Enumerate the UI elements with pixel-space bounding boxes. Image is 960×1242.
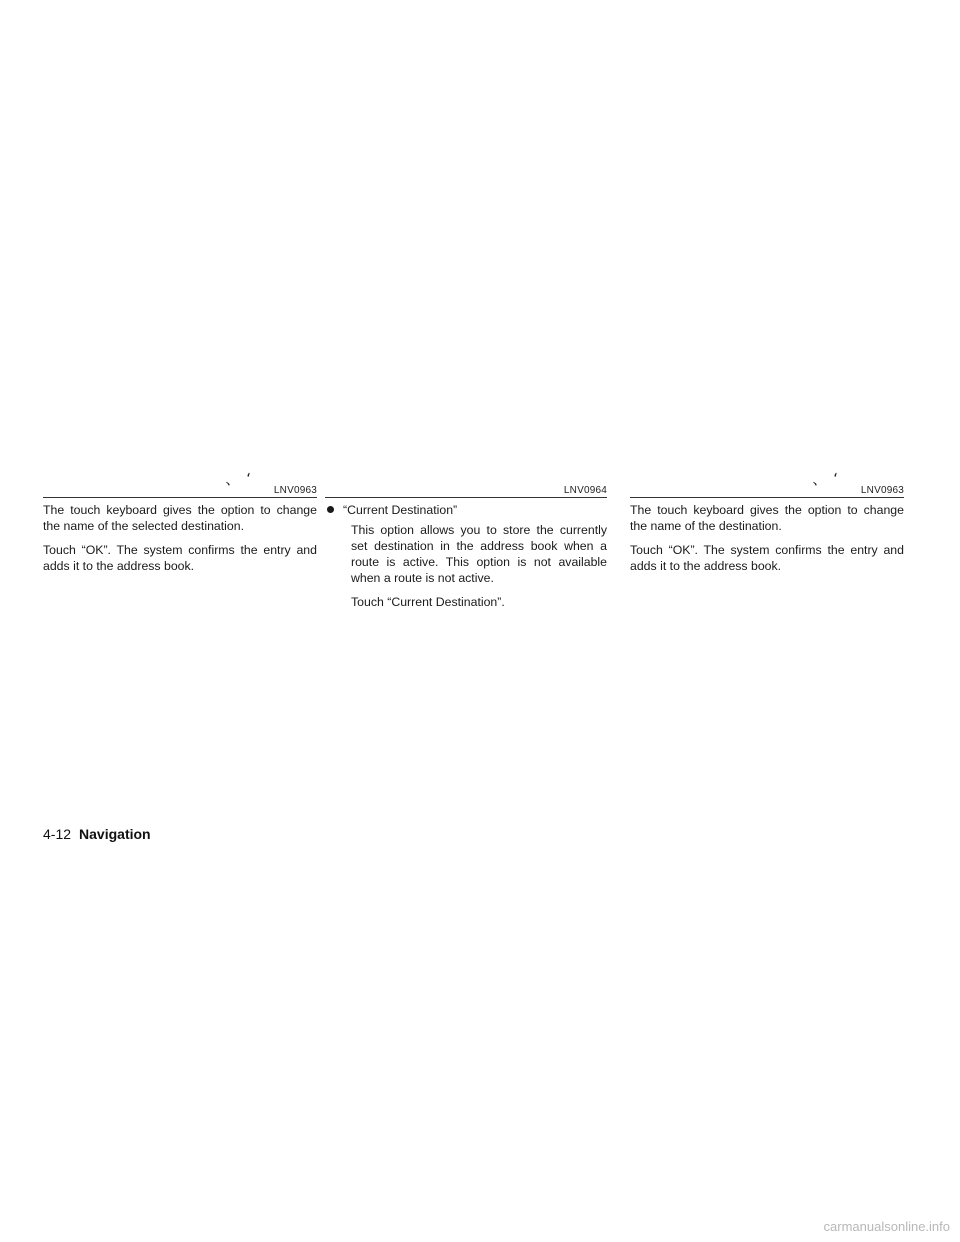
figure-divider (325, 497, 607, 498)
paragraph: Touch “Current Destination”. (351, 595, 505, 609)
bullet-item-current-destination (325, 502, 607, 518)
column-middle (325, 462, 607, 618)
page-footer (43, 826, 151, 842)
bullet-title: “Current Destination” (343, 503, 458, 517)
figure-lnv0963-left (43, 462, 317, 498)
section-title: Navigation (79, 826, 151, 842)
figure-code: LNV0964 (563, 485, 607, 496)
paragraph: This option allows you to store the currently set destination in the address book when a route is active. This option is not available when a route is not active. (351, 523, 607, 585)
figure-code: LNV0963 (273, 485, 317, 496)
paragraph: Touch “OK”. The system confirms the entry and adds it to the address book. (630, 543, 904, 573)
bullet-body (325, 522, 607, 610)
paragraph: The touch keyboard gives the option to change the name of the destination. (630, 503, 904, 533)
figure-code: LNV0963 (860, 485, 904, 496)
figure-marks: 、ʻ (812, 470, 844, 488)
bullet-icon (327, 506, 334, 513)
figure-divider (630, 497, 904, 498)
watermark-link[interactable]: carmanualsonline.info (814, 1213, 960, 1242)
column-left (43, 462, 317, 582)
paragraph: Touch “OK”. The system confirms the entry and adds it to the address book. (43, 543, 317, 573)
figure-lnv0963-right (630, 462, 904, 498)
column-right (630, 462, 904, 582)
paragraph: The touch keyboard gives the option to change the name of the selected destination. (43, 503, 317, 533)
figure-lnv0964 (325, 462, 607, 498)
figure-marks: 、ʻ (225, 470, 257, 488)
figure-divider (43, 497, 317, 498)
page-number: 4-12 (43, 826, 72, 842)
